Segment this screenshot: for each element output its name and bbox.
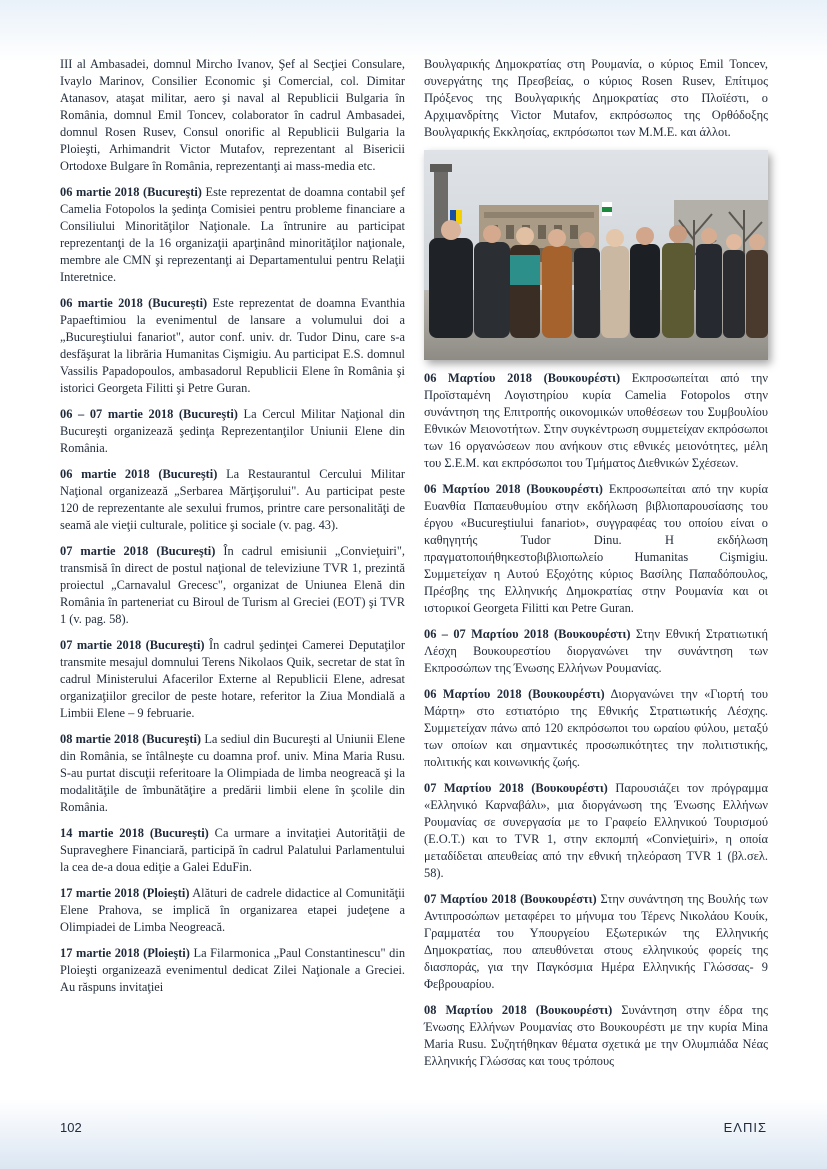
entry-text: La Cercul Militar Naţional din Bucureşti organizează şedinţa Reprezentanţilor Uniunii Elene din România. — [60, 407, 406, 455]
right-column-intro — [424, 56, 768, 141]
entry-date: 07 Μαρτίου 2018 (Βουκουρέστι) — [424, 781, 608, 795]
entry-date: 06 martie 2018 (Bucureşti) — [60, 296, 208, 310]
entry-date: 07 martie 2018 (Bucureşti) — [60, 638, 205, 652]
right-column-entries — [424, 370, 768, 1070]
right-column-greek — [424, 56, 768, 1079]
news-entry — [60, 184, 405, 286]
entry-date: 06 Μαρτίου 2018 (Βουκουρέστι) — [424, 687, 605, 701]
entry-date: 06 Μαρτίου 2018 (Βουκουρέστι) — [424, 371, 621, 385]
entry-date: 06 Μαρτίου 2018 (Βουκουρέστι) — [424, 482, 603, 496]
entry-text: Στην Εθνική Στρατιωτική Λέσχη Βουκουρεστίου διοργανώνει την συνάντηση των Εκπροσώπων της Ένωσης Ελλήνων Ρουμανίας. — [424, 627, 768, 675]
news-entry — [424, 626, 768, 677]
news-entry — [60, 466, 405, 534]
entry-text: Παρουσιάζει τον πρόγραμμα «Ελληνικό Καρναβάλι», μια διοργάνωση της Ένωσης Ελλήνων Ρουμανίας σε συνεργασία με το Γραφείο Ελληνικού Τουρισμού (Ε.Ο.Τ.) και το TVR 1, στην εκπομπή «Convieţuiri», η οποία μεταδίδεται απευθείας από την εθνική τηλεόραση TVR 1 (βλ.σελ. 58). — [424, 781, 768, 880]
news-entry — [60, 56, 405, 175]
entry-text: Συνάντηση στην έδρα της Ένωσης Ελλήνων Ρουμανίας στο Βουκουρέστι με την κυρία Mina Maria Rusu. Συζητήθηκαν θέματα σχετικά με την Ολυμπιάδα Νέας Ελληνικής Γλώσσας και τους τρόπους — [424, 1003, 768, 1068]
entry-text: Este reprezentat de doamna contabil şef Camelia Fotopolos la şedinţa Comisiei pentru probleme financiare a Consiliului Minorităţilor Naţionale. La întrunire au participat reprezentanţi de la 16 organizaţii aparţinând minorităţilor naţionale, membre ale CMN şi reprezentanţi ai Departamentului pentru Relaţii Interetnice. — [60, 185, 405, 284]
news-entry — [424, 56, 768, 141]
news-entry — [60, 885, 405, 936]
entry-date: 17 martie 2018 (Ploieşti) — [60, 886, 190, 900]
page-number: 102 — [60, 1120, 82, 1135]
left-column-romanian — [60, 56, 405, 1005]
news-entry — [60, 731, 405, 816]
entry-text: Ca urmare a invitaţiei Autorităţii de Supraveghere Financiară, participă în cadrul Palatului Parlamentului la cea de-a doua ediţie a Galei EduFin. — [60, 826, 406, 874]
entry-date: 06 martie 2018 (Bucureşti) — [60, 185, 202, 199]
entry-text: La sediul din Bucureşti al Uniunii Elene din România, se întâlneşte cu doamna prof. univ. Mina Maria Rusu. S-au purtat discuţii referitoare la Olimpiada de limba neogreacă şi la modalităţile de îmbunătăţire a predării limbii elene în şcolile din România. — [60, 732, 405, 814]
entry-text: Alături de cadrele didactice al Comunităţii Elene Prahova, se implică în organizarea etapei judeţene a Olimpiadei de Limba Neogreacă. — [60, 886, 405, 934]
news-entry — [60, 406, 405, 457]
entry-date: 07 Μαρτίου 2018 (Βουκουρέστι) — [424, 892, 597, 906]
entry-text: Διοργανώνει την «Γιορτή του Μάρτη» στο εστιατόριο της Εθνικής Στρατιωτικής Λέσχης. Συμμετείχαν πάνω από 120 εκπρόσωποι του ωραίου φύλου, μεταξύ των οποίων και σημαντικές προσωπικότητες την πολιτιστικής, πολιτικής και κοινωνικής ζωής. — [424, 687, 768, 769]
news-entry — [60, 637, 405, 722]
page-footer-band — [0, 1099, 827, 1169]
news-entry — [60, 945, 405, 996]
entry-text: Εκπροσωπείται από την κυρία Ευανθία Παπαευθυμίου στην εκδήλωση βιβλιοπαρουσίασης του έργου «Bucureştiului fanariot», συγγραφέας του οποίου είναι ο καθηγητής Tudor Dinu. Η εκδήλωση πραγματοποιήθηκεστοβιβλιοπωλείο Humanitas Cişmigiu. Συμμετείχαν η Αυτού Εξοχότης κύριος Βασίλης Παπαδόπουλος, Πρέσβης της Ελληνικής Δημοκρατίας στην Ρουμανία και οι ιστορικοί Georgeta Filitti και Petre Guran. — [424, 482, 768, 615]
entry-text: În cadrul emisiunii „Convieţuiri", transmisă în direct de postul naţional de televiziune TVR 1, prezintă proiectul „Carnavalul Grecesc", organizat de Uniunea Elenă din România în parteneriat cu Biroul de Turism al Greciei (EOT) şi TVR 1 (v. pag. 58). — [60, 544, 405, 626]
entry-text: Βουλγαρικής Δημοκρατίας στη Ρουμανία, ο κύριος Emil Toncev, συνεργάτης της Πρεσβείας, ο κύριος Rosen Rusev, Επίτιμος Πρόξενος της Βουλγαρικής Δημοκρατίας στο Πλοϊέστι, ο Αρχιμανδρίτης Victor Mutafov, εκπρόσωπος της Ορθόδοξης Βουλγαρικής Εκκλησίας, εκπρόσωποι των Μ.Μ.Ε. και άλλοι. — [424, 57, 768, 139]
news-entry — [424, 686, 768, 771]
group-photo — [424, 150, 768, 360]
news-entry — [424, 780, 768, 882]
entry-text: Este reprezentat de doamna Evanthia Papaeftimiou la evenimentul de lansare a volumului doi a „Bucureştiului fanariot", autor conf. univ. dr. Tudor Dinu, care s-a desfăşurat la librăria Humanitas Cişmigiu. Au participat E.S. domnul Vassilis Papadopoulos, ambasadorul Republicii Elene în România şi istorici Georgeta Filitti şi Petre Guran. — [60, 296, 406, 395]
entry-text: În cadrul şedinţei Camerei Deputaţilor transmite mesajul domnului Terens Nikolaos Quik, secretar de stat în cadrul Ministerului Afacerilor Externe al Republicii Elene, adresat organizaţiilor grecilor de peste hotare, referitor la Ziua Mondială a Limbii Elene – 9 februarie. — [60, 638, 405, 720]
news-entry — [424, 1002, 768, 1070]
entry-text: La Restaurantul Cercului Militar Naţional organizează „Serbarea Mărţişorului". Au participat peste 120 de reprezentante ale sexului frumos, printre care personalităţi de seamă ale vieţii culturale, politice şi sociale (v. pag. 43). — [60, 467, 406, 532]
entry-text: III al Ambasadei, domnul Mircho Ivanov, Şef al Secţiei Consulare, Ivaylo Marinov, Consilier Economic şi Comercial, col. Dimitar Atanasov, ataşat militar, aero şi naval al Republicii Bulgaria în România, domnul Emil Toncev, colaborator în cadrul Ambasadei, domnul Rosen Rusev, Consul onorific al Republicii Bulgaria la Ploieşti, Arhimandrit Victor Mutafov, reprezentant al Bisericii Ortodoxe Bulgare în România, reprezentanţi ai mass-media etc. — [60, 57, 405, 173]
entry-date: 08 martie 2018 (Bucureşti) — [60, 732, 202, 746]
entry-text: Εκπροσωπείται από την Προϊσταμένη Λογιστηρίου κυρία Camelia Fotopolos στην συνάντηση της Επιτροπής οικονομικών υποθέσεων του Συμβουλίου Εθνικών Μειονοτήτων. Στην συγκέντρωση συμμετείχαν εκπρόσωποι των 16 οργανώσεων που ανήκουν στις εθνικές μειονότητες, μέλη του Σ.Ε.Μ. και εκπρόσωποι του Τμήματος Διεθνικών Σχέσεων. — [424, 371, 768, 470]
news-entry — [424, 481, 768, 617]
entry-date: 07 martie 2018 (Bucureşti) — [60, 544, 216, 558]
entry-date: 06 – 07 martie 2018 (Bucureşti) — [60, 407, 238, 421]
entry-text: La Filarmonica „Paul Constantinescu" din Ploieşti organizează evenimentul dedicat Zilei Naţionale a Greciei. Au răspuns invitaţiei — [60, 946, 406, 994]
entry-date: 17 martie 2018 (Ploieşti) — [60, 946, 190, 960]
news-entry — [424, 370, 768, 472]
page-header-band — [0, 0, 827, 62]
news-entry — [60, 825, 405, 876]
entry-date: 08 Μαρτίου 2018 (Βουκουρέστι) — [424, 1003, 613, 1017]
entry-text: Στην συνάντηση της Βουλής των Αντιπροσώπων μεταφέρει το μήνυμα του Τέρενς Νικολάου Κουίκ, Γραμματέα του Υπουργείου Εξωτερικών της Ελληνικής Δημοκρατίας, που απευθύνεται στους ελληνικούς φορείς της διασποράς, για την Παγκόσμια Ημέρα Ελληνικής Γλώσσας- 9 Φεβρουαρίου. — [424, 892, 768, 991]
entry-date: 06 – 07 Μαρτίου 2018 (Βουκουρέστι) — [424, 627, 631, 641]
news-entry — [60, 295, 405, 397]
entry-date: 14 martie 2018 (Bucureşti) — [60, 826, 209, 840]
news-entry — [424, 891, 768, 993]
magazine-name: ΕΛΠΙΣ — [723, 1120, 767, 1135]
entry-date: 06 martie 2018 (Bucureşti) — [60, 467, 218, 481]
news-entry — [60, 543, 405, 628]
